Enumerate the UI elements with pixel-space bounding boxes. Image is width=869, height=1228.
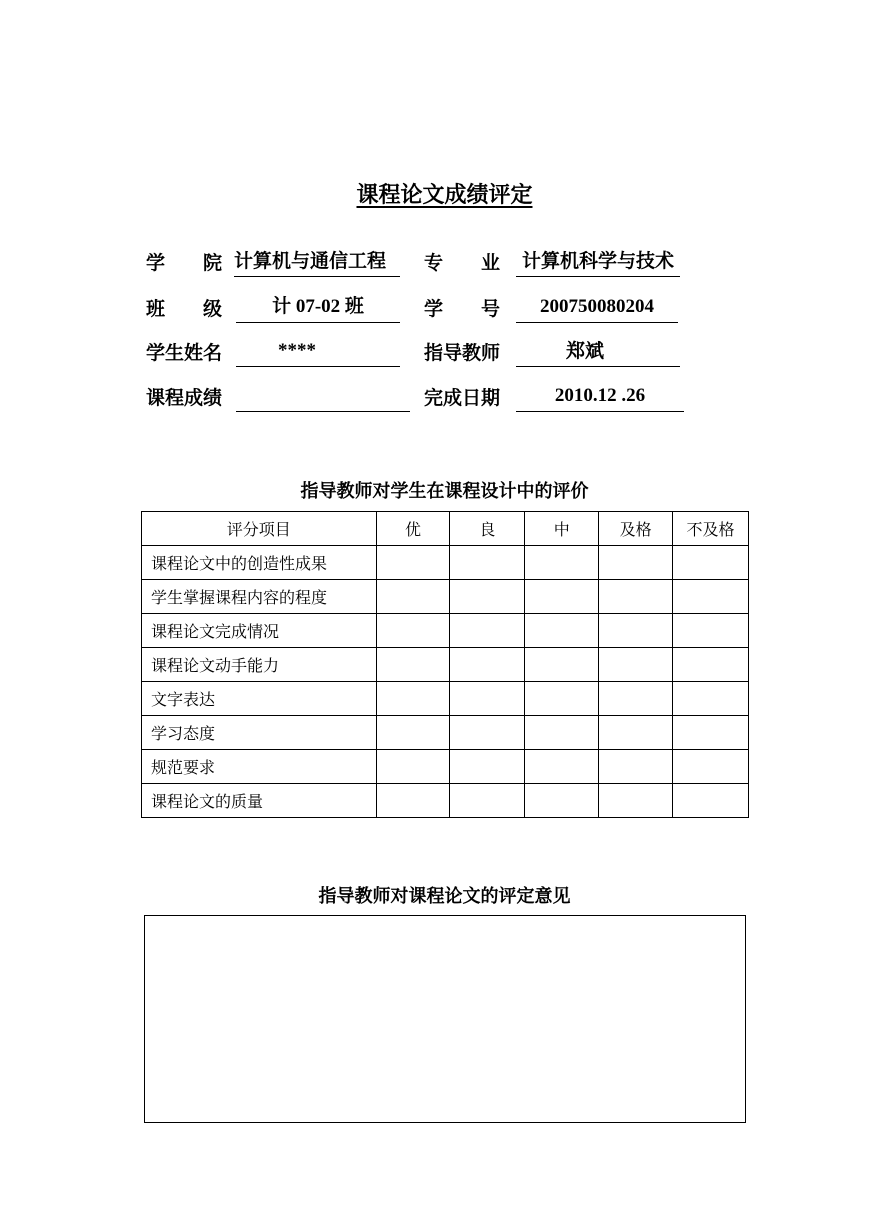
advisor-label: 指导教师 xyxy=(424,342,501,364)
date-value: 2010.12 .26 xyxy=(516,383,684,412)
grade-cell[interactable] xyxy=(525,580,599,614)
grade-cell[interactable] xyxy=(450,682,525,716)
header-good: 良 xyxy=(450,512,525,546)
student-name-label: 学生姓名 xyxy=(146,342,223,364)
evaluation-title: 指导教师对学生在课程设计中的评价 xyxy=(300,481,589,502)
grade-cell[interactable] xyxy=(450,580,525,614)
grade-cell[interactable] xyxy=(673,546,749,580)
grade-cell[interactable] xyxy=(376,614,450,648)
grade-cell[interactable] xyxy=(599,614,673,648)
row-item-label: 学习态度 xyxy=(142,716,377,750)
table-row xyxy=(142,682,749,716)
major-value: 计算机科学与技术 xyxy=(516,248,680,277)
row-item-label: 规范要求 xyxy=(142,750,377,784)
row-item-label: 课程论文的质量 xyxy=(142,784,377,818)
grade-cell[interactable] xyxy=(599,580,673,614)
grade-cell[interactable] xyxy=(673,750,749,784)
row-item-label: 文字表达 xyxy=(142,682,377,716)
grade-cell[interactable] xyxy=(450,648,525,682)
grade-cell[interactable] xyxy=(599,750,673,784)
student-name-value: **** xyxy=(236,338,400,367)
grade-cell[interactable] xyxy=(450,546,525,580)
grade-cell[interactable] xyxy=(599,682,673,716)
major-label: 专 业 xyxy=(424,252,501,274)
grade-label: 课程成绩 xyxy=(146,387,223,409)
grade-cell[interactable] xyxy=(376,716,450,750)
table-row xyxy=(142,784,749,818)
table-row xyxy=(142,750,749,784)
page-title: 课程论文成绩评定 xyxy=(356,183,533,208)
grade-cell[interactable] xyxy=(673,716,749,750)
grade-cell[interactable] xyxy=(525,784,599,818)
class-value: 计 07-02 班 xyxy=(236,294,400,323)
table-row xyxy=(142,648,749,682)
grade-cell[interactable] xyxy=(450,716,525,750)
grade-cell[interactable] xyxy=(376,648,450,682)
header-pass: 及格 xyxy=(599,512,673,546)
grade-cell[interactable] xyxy=(450,784,525,818)
grade-cell[interactable] xyxy=(673,580,749,614)
grade-cell[interactable] xyxy=(376,580,450,614)
grade-cell[interactable] xyxy=(599,784,673,818)
grade-cell[interactable] xyxy=(525,648,599,682)
row-item-label: 课程论文完成情况 xyxy=(142,614,377,648)
grade-cell[interactable] xyxy=(376,784,450,818)
grade-cell[interactable] xyxy=(673,614,749,648)
opinion-box[interactable] xyxy=(144,915,746,1123)
grade-cell[interactable] xyxy=(450,750,525,784)
grade-cell[interactable] xyxy=(525,750,599,784)
grade-cell[interactable] xyxy=(376,750,450,784)
opinion-title: 指导教师对课程论文的评定意见 xyxy=(318,886,571,907)
grade-cell[interactable] xyxy=(525,716,599,750)
student-id-label: 学 号 xyxy=(424,298,501,320)
header-fail: 不及格 xyxy=(673,512,749,546)
table-row xyxy=(142,580,749,614)
header-medium: 中 xyxy=(525,512,599,546)
class-label: 班 级 xyxy=(146,298,223,320)
table-row xyxy=(142,716,749,750)
row-item-label: 课程论文中的创造性成果 xyxy=(142,546,377,580)
grade-cell[interactable] xyxy=(525,546,599,580)
student-id-value: 200750080204 xyxy=(516,294,678,323)
evaluation-table xyxy=(141,511,749,818)
grade-cell[interactable] xyxy=(525,614,599,648)
table-header-row xyxy=(142,512,749,546)
grade-cell[interactable] xyxy=(599,546,673,580)
row-item-label: 学生掌握课程内容的程度 xyxy=(142,580,377,614)
advisor-value: 郑斌 xyxy=(516,338,680,367)
grade-cell[interactable] xyxy=(599,716,673,750)
grade-cell[interactable] xyxy=(673,682,749,716)
grade-cell[interactable] xyxy=(376,682,450,716)
college-value: 计算机与通信工程 xyxy=(234,248,400,277)
header-excellent: 优 xyxy=(376,512,450,546)
grade-value xyxy=(236,383,410,412)
grade-cell[interactable] xyxy=(376,546,450,580)
grade-cell[interactable] xyxy=(450,614,525,648)
table-row xyxy=(142,614,749,648)
grade-cell[interactable] xyxy=(599,648,673,682)
grade-cell[interactable] xyxy=(525,682,599,716)
header-item: 评分项目 xyxy=(142,512,377,546)
table-row xyxy=(142,546,749,580)
grade-cell[interactable] xyxy=(673,648,749,682)
grade-cell[interactable] xyxy=(673,784,749,818)
college-label: 学 院 xyxy=(146,252,223,274)
row-item-label: 课程论文动手能力 xyxy=(142,648,377,682)
date-label: 完成日期 xyxy=(424,387,501,409)
